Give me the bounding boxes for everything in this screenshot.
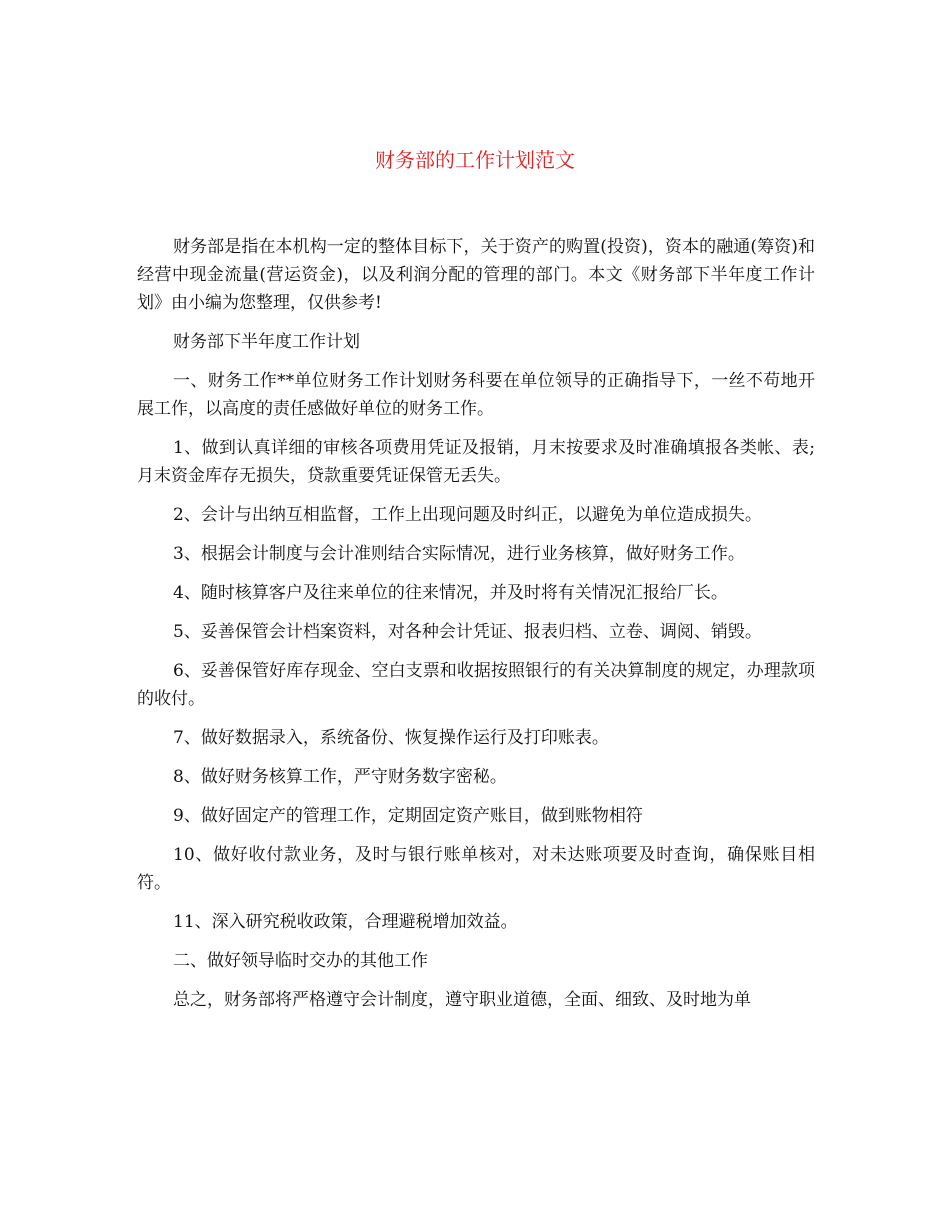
- list-item-9: 9、做好固定产的管理工作，定期固定资产账目，做到账物相符: [173, 806, 643, 826]
- document-title: 财务部的工作计划范文: [375, 148, 575, 172]
- document-body: [137, 233, 815, 1025]
- list-item-6: 6、妥善保管好库存现金、空白支票和收据按照银行的有关决算制度的规定，办理款项的收付。: [137, 661, 815, 709]
- list-item-3: 3、根据会计制度与会计准则结合实际情况，进行业务核算，做好财务工作。: [173, 544, 745, 564]
- list-item-2: 2、会计与出纳互相监督，工作上出现问题及时纠正，以避免为单位造成损失。: [173, 505, 762, 525]
- closing-paragraph: 总之，财务部将严格遵守会计制度，遵守职业道德，全面、细致、及时地为单: [173, 990, 751, 1010]
- list-item-7: 7、做好数据录入，系统备份、恢复操作运行及打印账表。: [173, 728, 609, 748]
- paragraph-part-two: 二、做好领导临时交办的其他工作: [173, 951, 428, 971]
- list-item-11: 11、深入研究税收政策，合理避税增加效益。: [173, 912, 518, 932]
- list-item-5: 5、妥善保管会计档案资料，对各种会计凭证、报表归档、立卷、调阅、销毁。: [173, 622, 762, 642]
- list-item-1: 1、做到认真详细的审核各项费用凭证及报销，月末按要求及时准确填报各类帐、表;月末资金库存无损失，贷款重要凭证保管无丢失。: [137, 438, 815, 486]
- section-heading: 财务部下半年度工作计划: [173, 332, 360, 352]
- paragraph-part-one: 一、财务工作**单位财务工作计划财务科要在单位领导的正确指导下，一丝不苟地开展工作，以高度的责任感做好单位的财务工作。: [137, 371, 815, 419]
- list-item-4: 4、随时核算客户及往来单位的往来情况，并及时将有关情况汇报给厂长。: [173, 583, 728, 603]
- intro-paragraph: 财务部是指在本机构一定的整体目标下，关于资产的购置(投资)，资本的融通(筹资)和经营中现金流量(营运资金)，以及利润分配的管理的部门。本文《财务部下半年度工作计划》由小编为您整理，仅供参考!: [137, 237, 815, 313]
- list-item-10: 10、做好收付款业务，及时与银行账单核对，对未达账项要及时查询，确保账目相符。: [137, 845, 815, 893]
- list-item-8: 8、做好财务核算工作，严守财务数字密秘。: [173, 767, 507, 787]
